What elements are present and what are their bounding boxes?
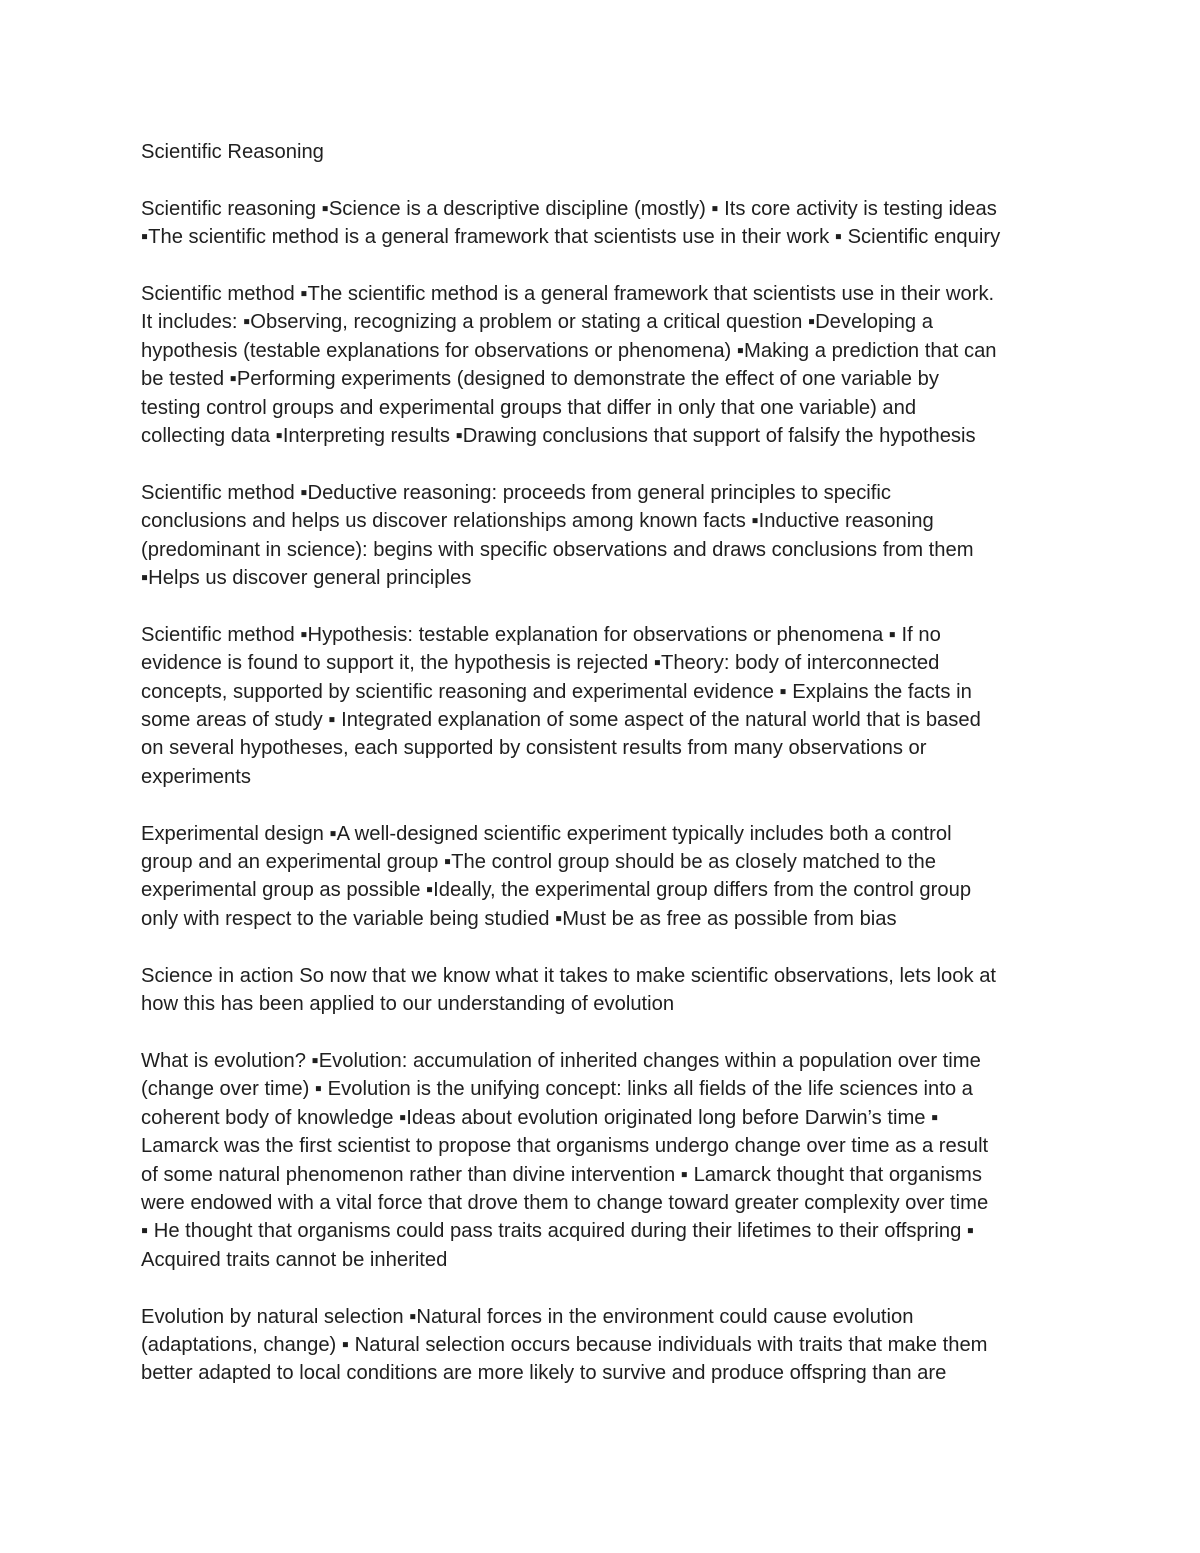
- paragraph-line: experiments: [141, 765, 251, 788]
- paragraph-line: (change over time) ▪ Evolution is the unifying concept: links all fields of the life sciences into a: [141, 1078, 973, 1101]
- paragraph-line: evidence is found to support it, the hypothesis is rejected ▪Theory: body of interconnected: [141, 652, 940, 675]
- paragraph-line: ▪Helps us discover general principles: [141, 567, 472, 590]
- paragraph-line: (predominant in science): begins with specific observations and draws conclusions from them: [141, 538, 974, 561]
- paragraph-line: on several hypotheses, each supported by consistent results from many observations or: [141, 737, 927, 760]
- paragraph: [141, 280, 1069, 450]
- paragraph-line: be tested ▪Performing experiments (designed to demonstrate the effect of one variable by: [141, 368, 939, 391]
- paragraph-line: only with respect to the variable being studied ▪Must be as free as possible from bias: [141, 907, 897, 930]
- paragraph-line: Lamarck was the first scientist to propose that organisms undergo change over time as a result: [141, 1135, 989, 1158]
- paragraph-line: Evolution by natural selection ▪Natural forces in the environment could cause evolution: [141, 1305, 914, 1328]
- paragraph-line: It includes: ▪Observing, recognizing a problem or stating a critical question ▪Developing a: [141, 311, 933, 334]
- document-title: Scientific Reasoning: [141, 141, 324, 163]
- paragraph-line: (adaptations, change) ▪ Natural selection occurs because individuals with traits that make them: [141, 1333, 988, 1356]
- paragraph-line: better adapted to local conditions are more likely to survive and produce offspring than are: [141, 1362, 947, 1385]
- paragraph-line: Science in action So now that we know what it takes to make scientific observations, lets look at: [141, 964, 997, 987]
- paragraph-line: of some natural phenomenon rather than divine intervention ▪ Lamarck thought that organisms: [141, 1163, 982, 1186]
- paragraph-line: hypothesis (testable explanations for observations or phenomena) ▪Making a prediction that can: [141, 339, 997, 362]
- paragraph-line: experimental group as possible ▪Ideally, the experimental group differs from the control group: [141, 879, 972, 902]
- paragraph-line: conclusions and helps us discover relationships among known facts ▪Inductive reasoning: [141, 510, 934, 533]
- paragraph-line: collecting data ▪Interpreting results ▪Drawing conclusions that support of falsify the hypothesis: [141, 425, 976, 448]
- paragraph: [141, 479, 1069, 593]
- paragraph: [141, 621, 1069, 791]
- paragraph-line: group and an experimental group ▪The control group should be as closely matched to the: [141, 851, 936, 874]
- paragraph: [141, 962, 1069, 1019]
- paragraph: [141, 1047, 1069, 1274]
- document-body: [141, 195, 1069, 1388]
- paragraph-line: ▪ He thought that organisms could pass traits acquired during their lifetimes to their offspring ▪: [141, 1220, 975, 1243]
- paragraph-line: Scientific method ▪Hypothesis: testable explanation for observations or phenomena ▪ If no: [141, 623, 941, 646]
- paragraph-line: Scientific method ▪The scientific method is a general framework that scientists use in their work.: [141, 283, 995, 305]
- paragraph: [141, 1303, 1069, 1388]
- paragraph-line: how this has been applied to our understanding of evolution: [141, 993, 675, 1016]
- paragraph-line: were endowed with a vital force that drove them to change toward greater complexity over time: [141, 1191, 989, 1214]
- paragraph-line: Acquired traits cannot be inherited: [141, 1248, 448, 1271]
- paragraph-line: Scientific method ▪Deductive reasoning: proceeds from general principles to specific: [141, 481, 891, 504]
- paragraph: [141, 820, 1069, 934]
- paragraph: [141, 195, 1069, 252]
- paragraph-line: Experimental design ▪A well-designed scientific experiment typically includes both a control: [141, 822, 952, 845]
- paragraph-line: Scientific reasoning ▪Science is a descriptive discipline (mostly) ▪ Its core activity is testing ideas: [141, 197, 997, 220]
- paragraph-line: concepts, supported by scientific reasoning and experimental evidence ▪ Explains the facts in: [141, 680, 972, 703]
- paragraph-line: ▪The scientific method is a general framework that scientists use in their work ▪ Scientific enquiry: [141, 226, 1001, 249]
- paragraph-line: coherent body of knowledge ▪Ideas about evolution originated long before Darwin’s time ▪: [141, 1106, 939, 1129]
- document-page: [141, 138, 1069, 1416]
- paragraph-line: What is evolution? ▪Evolution: accumulation of inherited changes within a population over time: [141, 1049, 981, 1072]
- paragraph-line: testing control groups and experimental groups that differ in only that one variable) and: [141, 396, 917, 419]
- paragraph-line: some areas of study ▪ Integrated explanation of some aspect of the natural world that is based: [141, 709, 981, 732]
